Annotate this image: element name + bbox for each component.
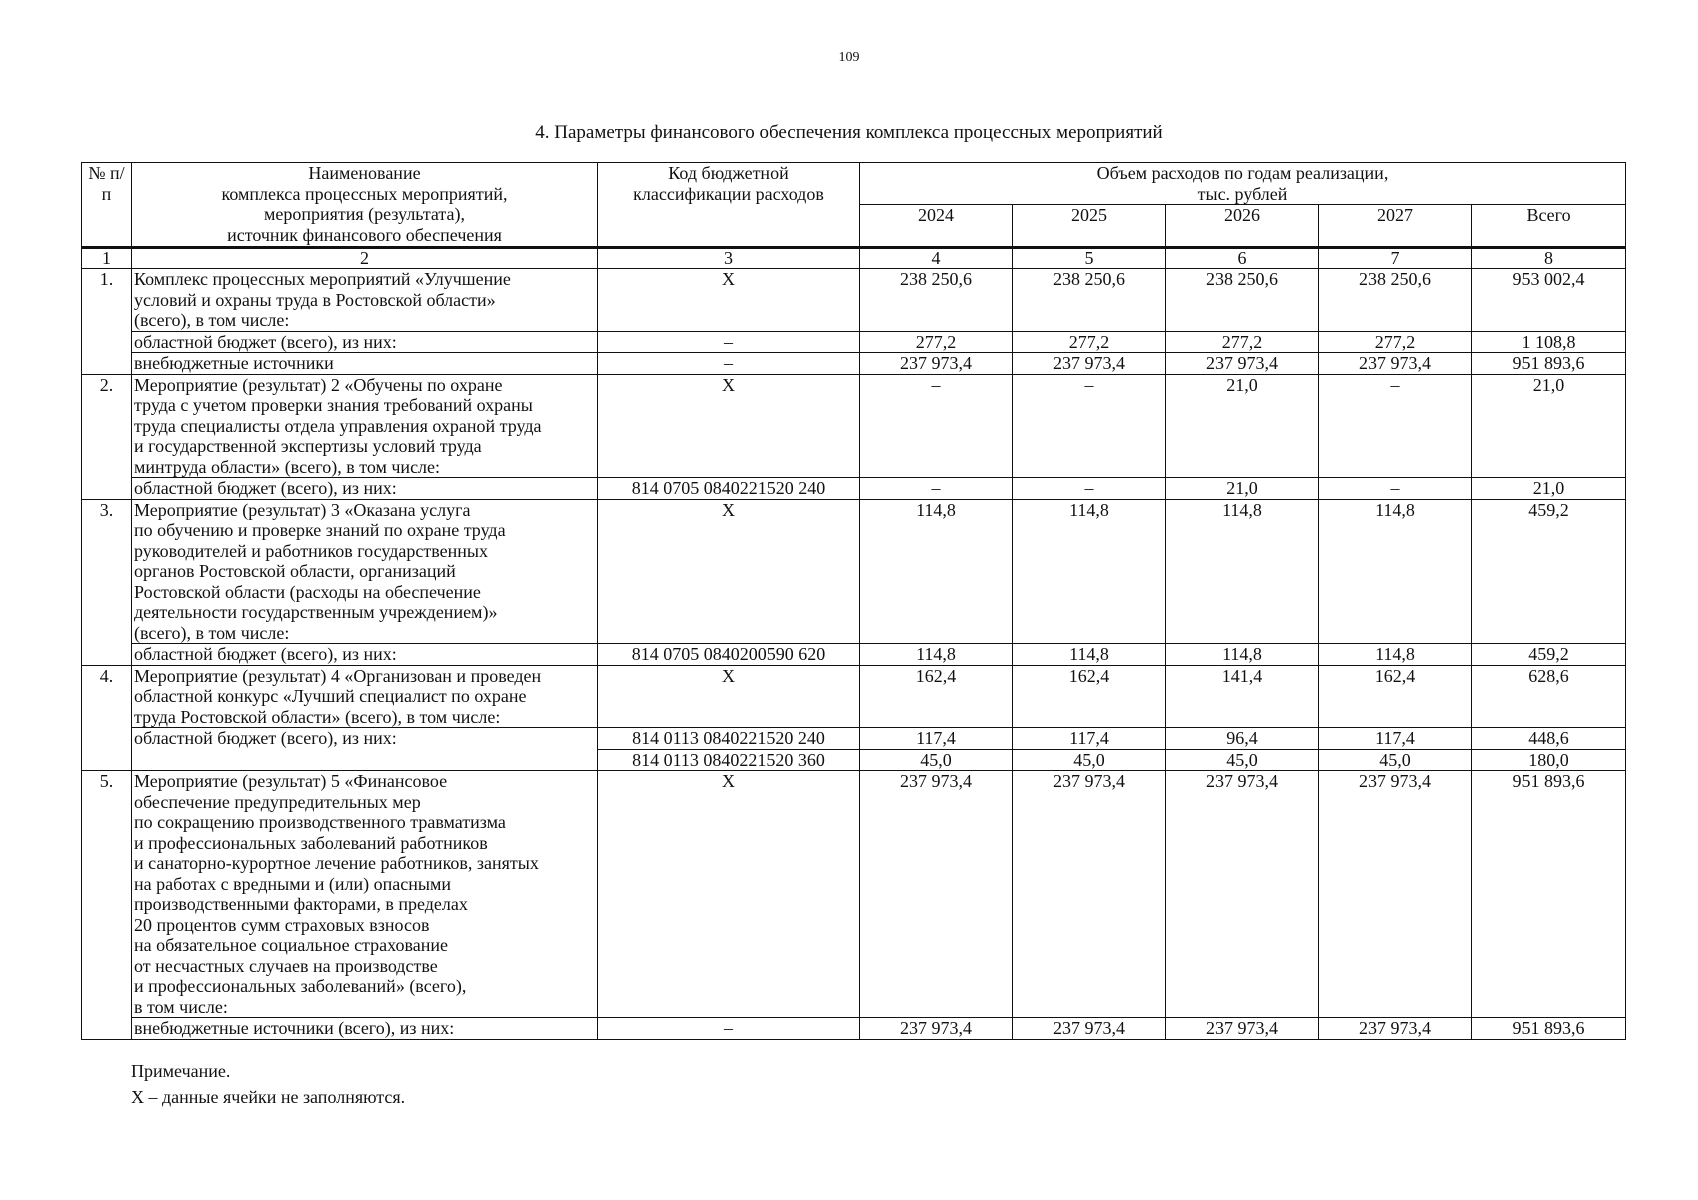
row-value: 114,8 xyxy=(860,644,1013,666)
table-row xyxy=(82,478,1626,500)
row-name: областной бюджет (всего), из них: xyxy=(132,478,598,500)
text-line: 20 процентов сумм страховых взносов xyxy=(134,914,430,935)
text-line: производственными факторами, в пределах xyxy=(134,894,468,914)
row-value: 953 002,4 xyxy=(1472,269,1626,332)
table-row xyxy=(82,728,1626,750)
row-value: 114,8 xyxy=(1319,644,1472,666)
text-line: органов Ростовской области, организаций xyxy=(134,561,456,581)
row-value: 114,8 xyxy=(1166,644,1319,666)
table-row xyxy=(82,644,1626,666)
row-value: 45,0 xyxy=(860,749,1013,771)
row-num: 4. xyxy=(82,665,132,771)
table-row xyxy=(82,1018,1626,1040)
document-title: 4. Параметры финансового обеспечения комплекса процессных мероприятий xyxy=(535,122,1163,143)
column-number: 6 xyxy=(1166,248,1319,269)
row-value: 237 973,4 xyxy=(1013,1018,1166,1040)
row-value: 628,6 xyxy=(1472,665,1626,728)
row-value: 238 250,6 xyxy=(1319,269,1472,332)
header-total: Всего xyxy=(1472,205,1626,248)
row-code: 814 0113 0840221520 360 xyxy=(598,749,860,771)
column-number: 3 xyxy=(598,248,860,269)
row-value: 162,4 xyxy=(860,665,1013,728)
text-line: тыс. рублей xyxy=(1197,183,1288,204)
row-value: 237 973,4 xyxy=(1166,771,1319,1018)
row-value: 237 973,4 xyxy=(1319,1018,1472,1040)
header-year-2027: 2027 xyxy=(1319,205,1472,248)
text-line: и профессиональных заболеваний работников xyxy=(134,832,488,853)
row-name: областной бюджет (всего), из них: xyxy=(132,331,598,353)
row-value: 237 973,4 xyxy=(1166,1018,1319,1040)
text-line: Мероприятие (результат) 2 «Обучены по охране xyxy=(134,374,503,395)
text-line: обеспечение предупредительных мер xyxy=(134,791,421,812)
header-year-2026: 2026 xyxy=(1166,205,1319,248)
column-number: 2 xyxy=(132,248,598,269)
row-value: 277,2 xyxy=(1166,331,1319,353)
row-code: – xyxy=(598,331,860,353)
row-value: 96,4 xyxy=(1166,728,1319,750)
header-volume xyxy=(860,163,1626,205)
row-value: 1 108,8 xyxy=(1472,331,1626,353)
text-line: Объем расходов по годам реализации, xyxy=(1096,163,1389,183)
row-code: X xyxy=(598,374,860,478)
row-value: – xyxy=(860,478,1013,500)
row-num: 5. xyxy=(82,771,132,1040)
row-code: X xyxy=(598,499,860,644)
header-year-2025: 2025 xyxy=(1013,205,1166,248)
row-value: 21,0 xyxy=(1472,478,1626,500)
row-code: X xyxy=(598,269,860,332)
row-value: 237 973,4 xyxy=(1319,771,1472,1018)
financing-table xyxy=(81,162,1626,1040)
page-number: 109 xyxy=(838,50,860,65)
row-name: областной бюджет (всего), из них: xyxy=(132,644,598,666)
text-line: условий и охраны труда в Ростовской области» xyxy=(134,289,496,310)
row-value: 162,4 xyxy=(1013,665,1166,728)
row-value: 951 893,6 xyxy=(1472,353,1626,375)
row-name xyxy=(132,499,598,644)
table-row xyxy=(82,665,1626,728)
table-row xyxy=(82,269,1626,332)
row-value: – xyxy=(1319,478,1472,500)
row-value: 459,2 xyxy=(1472,499,1626,644)
row-value: 21,0 xyxy=(1166,374,1319,478)
text-line: и профессиональных заболеваний» (всего), xyxy=(134,976,467,996)
row-value: 238 250,6 xyxy=(1013,269,1166,332)
row-value: 459,2 xyxy=(1472,644,1626,666)
row-value: 448,6 xyxy=(1472,728,1626,750)
row-code: X xyxy=(598,771,860,1018)
row-value: 114,8 xyxy=(1013,499,1166,644)
column-number: 5 xyxy=(1013,248,1166,269)
row-num: 1. xyxy=(82,269,132,375)
header-code xyxy=(598,163,860,248)
row-value: 277,2 xyxy=(1319,331,1472,353)
row-code: 814 0705 0840200590 620 xyxy=(598,644,860,666)
note-text: X – данные ячейки не заполняются. xyxy=(131,1087,406,1107)
text-line: от несчастных случаев на производстве xyxy=(134,955,438,976)
row-value: – xyxy=(1013,478,1166,500)
table-row xyxy=(82,353,1626,375)
text-line: комплекса процессных мероприятий, xyxy=(221,183,508,204)
row-value: 237 973,4 xyxy=(860,771,1013,1018)
row-value: 238 250,6 xyxy=(1166,269,1319,332)
table-row xyxy=(82,374,1626,478)
text-line: классификации расходов xyxy=(633,183,824,204)
row-name: внебюджетные источники xyxy=(132,353,598,375)
text-line: на работах с вредными и (или) опасными xyxy=(134,873,451,894)
row-value: 21,0 xyxy=(1166,478,1319,500)
text-line: и санаторно-курортное лечение работников, занятых xyxy=(134,853,539,873)
text-line: труда с учетом проверки знания требований охраны xyxy=(134,395,533,415)
row-value: 21,0 xyxy=(1472,374,1626,478)
row-name: областной бюджет (всего), из них: xyxy=(132,728,598,771)
row-value: 237 973,4 xyxy=(1013,353,1166,375)
text-line: в том числе: xyxy=(134,996,228,1017)
row-value: 114,8 xyxy=(1166,499,1319,644)
text-line: Наименование xyxy=(308,163,421,183)
row-name xyxy=(132,269,598,332)
text-line: Мероприятие (результат) 3 «Оказана услуга xyxy=(134,499,471,520)
row-value: 45,0 xyxy=(1166,749,1319,771)
text-line: по сокращению производственного травматизма xyxy=(134,812,506,832)
row-value: 114,8 xyxy=(1013,644,1166,666)
text-line: и государственной экспертизы условий труда xyxy=(134,436,482,456)
text-line: областной конкурс «Лучший специалист по охране xyxy=(134,686,527,706)
text-line: источник финансового обеспечения xyxy=(227,224,502,245)
row-value: 45,0 xyxy=(1013,749,1166,771)
text-line: труда Ростовской области» (всего), в том числе: xyxy=(134,706,501,727)
row-num: 3. xyxy=(82,499,132,665)
column-number: 8 xyxy=(1472,248,1626,269)
row-value: 951 893,6 xyxy=(1472,771,1626,1018)
row-value: 117,4 xyxy=(1013,728,1166,750)
row-code: – xyxy=(598,353,860,375)
row-name xyxy=(132,771,598,1018)
header-year-2024: 2024 xyxy=(860,205,1013,248)
row-value: 114,8 xyxy=(1319,499,1472,644)
text-line: Ростовской области (расходы на обеспечение xyxy=(134,581,481,602)
table-row xyxy=(82,499,1626,644)
column-number: 1 xyxy=(82,248,132,269)
row-value: – xyxy=(1319,374,1472,478)
text-line: минтруда области» (всего), в том числе: xyxy=(134,456,441,477)
row-code: 814 0705 0840221520 240 xyxy=(598,478,860,500)
row-value: 237 973,4 xyxy=(860,353,1013,375)
text-line: на обязательное социальное страхование xyxy=(134,935,448,955)
row-value: – xyxy=(860,374,1013,478)
row-value: 277,2 xyxy=(860,331,1013,353)
text-line: (всего), в том числе: xyxy=(134,310,290,330)
row-value: 951 893,6 xyxy=(1472,1018,1626,1040)
text-line: труда специалисты отдела управления охраной труда xyxy=(134,415,542,436)
row-value: 238 250,6 xyxy=(860,269,1013,332)
row-value: 114,8 xyxy=(860,499,1013,644)
row-value: 237 973,4 xyxy=(860,1018,1013,1040)
note xyxy=(131,1058,405,1110)
text-line: мероприятия (результата), xyxy=(263,204,466,224)
row-num: 2. xyxy=(82,374,132,499)
row-value: 237 973,4 xyxy=(1013,771,1166,1018)
text-line: по обучению и проверке знаний по охране труда xyxy=(134,520,506,540)
text-line: (всего), в том числе: xyxy=(134,622,290,643)
row-value: 45,0 xyxy=(1319,749,1472,771)
text-line: руководителей и работников государственных xyxy=(134,540,488,561)
row-code: – xyxy=(598,1018,860,1040)
row-value: 237 973,4 xyxy=(1166,353,1319,375)
row-value: 162,4 xyxy=(1319,665,1472,728)
row-value: 277,2 xyxy=(1013,331,1166,353)
text-line: деятельности государственным учреждением)» xyxy=(134,602,498,622)
column-number: 4 xyxy=(860,248,1013,269)
text-line: Код бюджетной xyxy=(668,163,789,183)
text-line: Мероприятие (результат) 4 «Организован и проведен xyxy=(134,665,542,686)
text-line: Мероприятие (результат) 5 «Финансовое xyxy=(134,771,448,791)
note-heading: Примечание. xyxy=(131,1061,231,1081)
row-value: 237 973,4 xyxy=(1319,353,1472,375)
row-value: 117,4 xyxy=(1319,728,1472,750)
row-name: внебюджетные источники (всего), из них: xyxy=(132,1018,598,1040)
row-code: X xyxy=(598,665,860,728)
text-line: Комплекс процессных мероприятий «Улучшение xyxy=(134,269,511,289)
row-value: – xyxy=(1013,374,1166,478)
row-value: 117,4 xyxy=(860,728,1013,750)
table-row xyxy=(82,771,1626,1018)
header-name xyxy=(132,163,598,248)
header-num: № п/п xyxy=(82,163,132,248)
row-code: 814 0113 0840221520 240 xyxy=(598,728,860,750)
row-value: 141,4 xyxy=(1166,665,1319,728)
row-name xyxy=(132,374,598,478)
row-value: 180,0 xyxy=(1472,749,1626,771)
table-row xyxy=(82,331,1626,353)
row-name xyxy=(132,665,598,728)
column-number: 7 xyxy=(1319,248,1472,269)
